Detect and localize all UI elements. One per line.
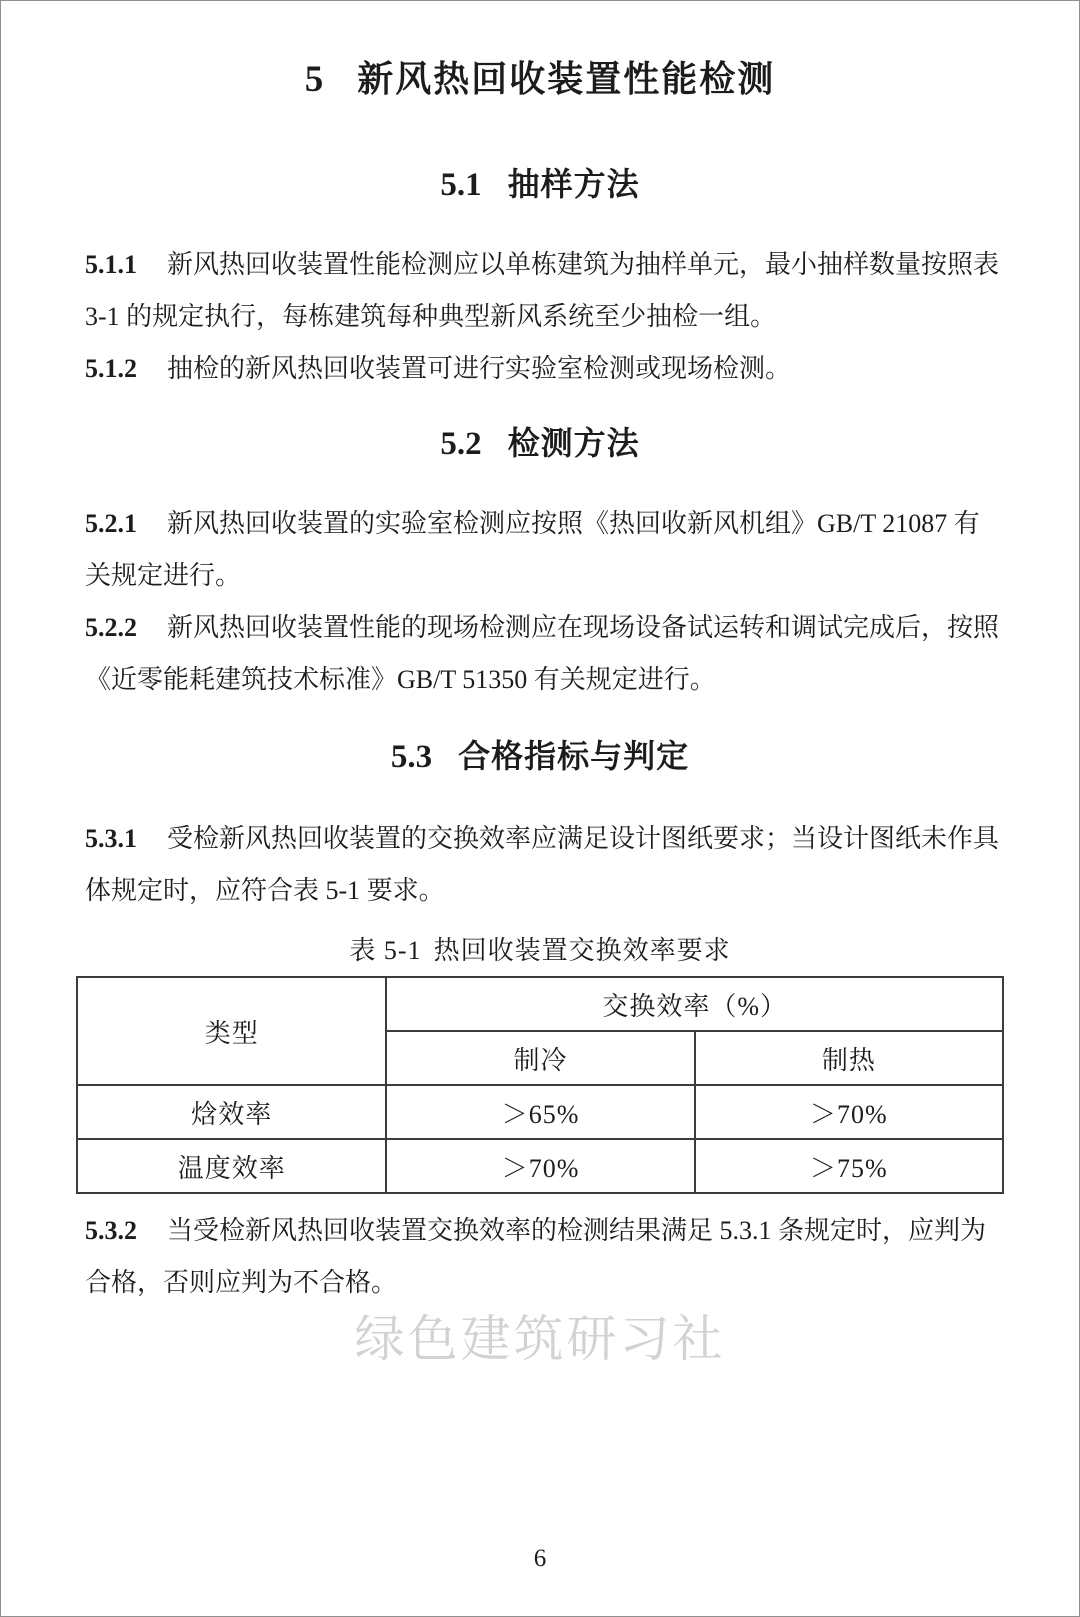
clause-line	[85, 239, 1000, 291]
clause-5-1-1	[85, 239, 1000, 343]
clause-line	[85, 602, 1000, 654]
clause-line: 合格，否则应判为不合格。	[85, 1268, 398, 1297]
clause-number: 5.1.2	[85, 354, 137, 383]
section-heading-5-2	[85, 423, 995, 464]
efficiency-requirements-table	[76, 976, 1004, 1194]
clause-line: 体规定时，应符合表 5-1 要求。	[85, 876, 445, 905]
chapter-number: 5	[304, 59, 324, 100]
clause-number: 5.1.1	[85, 250, 137, 279]
clause-5-1-2	[85, 343, 995, 395]
cell-row-type: 焓效率	[77, 1085, 386, 1139]
clause-text: 新风热回收装置性能的现场检测应在现场设备试运转和调试完成后，按照	[167, 613, 1000, 642]
page-content	[1, 57, 1079, 1367]
clause-5-3-1	[85, 813, 1000, 917]
section-title-text: 合格指标与判定	[458, 738, 690, 774]
section-title-text: 抽样方法	[507, 166, 640, 202]
clause-line	[85, 498, 995, 550]
clause-number: 5.2.1	[85, 509, 137, 538]
clause-line: 3-1 的规定执行，每栋建筑每种典型新风系统至少抽检一组。	[85, 302, 777, 331]
cell-heating-value: ＞75%	[695, 1139, 1003, 1193]
clause-number: 5.3.2	[85, 1216, 137, 1245]
clause-line: 《近零能耗建筑技术标准》GB/T 51350 有关规定进行。	[85, 665, 716, 694]
header-cell-cooling: 制冷	[386, 1031, 694, 1085]
table-header-row-1	[77, 977, 1003, 1031]
clause-line	[85, 343, 995, 395]
clause-text: 抽检的新风热回收装置可进行实验室检测或现场检测。	[167, 354, 792, 383]
cell-cooling-value: ＞70%	[386, 1139, 694, 1193]
cell-row-type: 温度效率	[77, 1139, 386, 1193]
chapter-title-text: 新风热回收装置性能检测	[357, 58, 776, 99]
cell-cooling-value: ＞65%	[386, 1085, 694, 1139]
clause-text: 新风热回收装置性能检测应以单栋建筑为抽样单元，最小抽样数量按照表	[167, 250, 1000, 279]
section-number: 5.3	[390, 739, 433, 775]
table-caption-title: 热回收装置交换效率要求	[433, 936, 731, 965]
clause-line: 关规定进行。	[85, 561, 242, 590]
section-heading-5-1	[85, 164, 995, 205]
header-cell-heating: 制热	[695, 1031, 1003, 1085]
clause-line	[85, 813, 1000, 865]
cell-heating-value: ＞70%	[695, 1085, 1003, 1139]
section-number: 5.2	[440, 426, 482, 462]
clause-number: 5.3.1	[85, 824, 137, 853]
header-cell-type: 类型	[77, 977, 386, 1085]
clause-line	[85, 1205, 995, 1257]
table-caption	[85, 933, 995, 969]
clause-text: 当受检新风热回收装置交换效率的检测结果满足 5.3.1 条规定时，应判为	[167, 1216, 987, 1245]
table-caption-label: 表 5-1	[349, 936, 422, 965]
table-row	[77, 1085, 1003, 1139]
chapter-title	[85, 57, 995, 102]
clause-number: 5.2.2	[85, 613, 137, 642]
watermark: 绿色建筑研习社	[354, 1311, 726, 1367]
section-title-text: 检测方法	[507, 425, 640, 461]
clause-5-2-2	[85, 602, 1000, 706]
section-number: 5.1	[440, 167, 482, 203]
section-heading-5-3	[85, 736, 995, 777]
clause-5-3-2	[85, 1205, 995, 1309]
clause-text: 新风热回收装置的实验室检测应按照《热回收新风机组》GB/T 21087 有	[167, 509, 980, 538]
page-number: 6	[533, 1545, 547, 1572]
header-cell-efficiency: 交换效率（%）	[386, 977, 1003, 1031]
table-row	[77, 1139, 1003, 1193]
clause-text: 受检新风热回收装置的交换效率应满足设计图纸要求；当设计图纸未作具	[167, 824, 1000, 853]
clause-5-2-1	[85, 498, 995, 602]
